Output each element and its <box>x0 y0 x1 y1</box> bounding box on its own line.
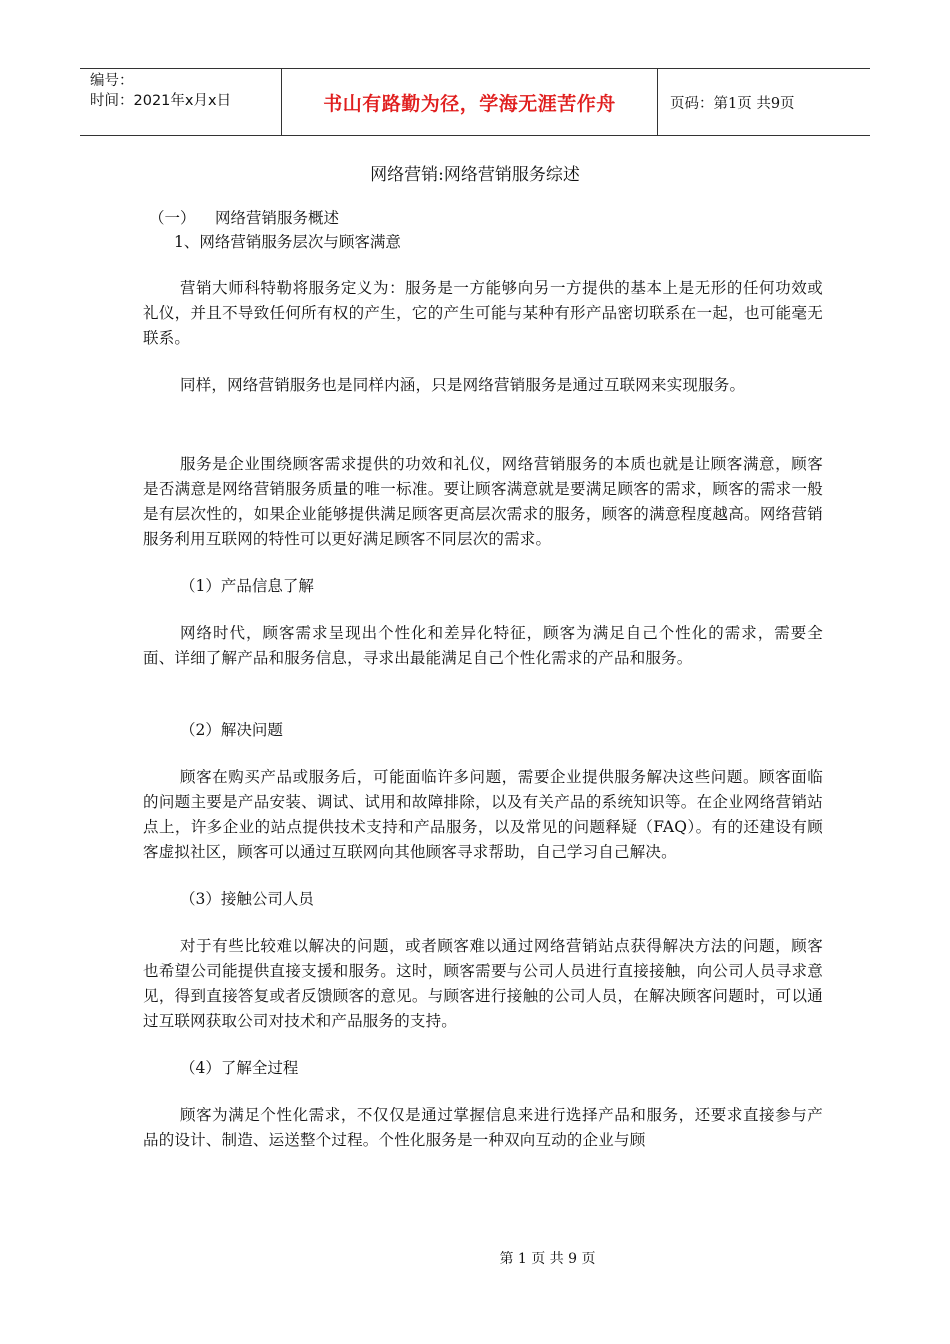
section-number: （一） <box>149 209 196 227</box>
document-header <box>80 68 870 136</box>
paragraph-online-service: 同样，网络营销服务也是同样内涵，只是网络营销服务是通过互联网来实现服务。 <box>180 376 746 394</box>
subsection-heading: 1、网络营销服务层次与顾客满意 <box>174 233 401 251</box>
header-meta-cell <box>80 69 282 135</box>
paragraph-contact-staff: 对于有些比较难以解决的问题，或者顾客难以通过网络营销站点获得解决方法的问题，顾客也希望公司能提供直接支援和服务。这时，顾客需要与公司人员进行直接接触，向公司人员寻求意见，得到直接答复或者反馈顾客的意见。与顾客进行接触的公司人员，在解决顾客问题时，可以通过互联网获取公司对技术和产品服务的支持。 <box>143 937 823 1030</box>
motto-cell <box>282 69 658 135</box>
number-label: 编号： <box>90 73 134 89</box>
subheading-contact-staff: （3）接触公司人员 <box>180 890 314 908</box>
paragraph-product-info: 网络时代，顾客需求呈现出个性化和差异化特征，顾客为满足自己个性化的需求，需要全面、详细了解产品和服务信息，寻求出最能满足自己个性化需求的产品和服务。 <box>143 624 823 667</box>
page-info-text: 页码：第1页 共9页 <box>670 95 795 112</box>
paragraph-whole-process: 顾客为满足个性化需求，不仅仅是通过掌握信息来进行选择产品和服务，还要求直接参与产品的设计、制造、运送整个过程。个性化服务是一种双向互动的企业与顾 <box>143 1106 823 1149</box>
document-title: 网络营销:网络营销服务综述 <box>370 165 580 185</box>
document-body <box>143 206 823 1153</box>
subheading-solve-problems: （2）解决问题 <box>180 721 283 739</box>
subheading-product-info: （1）产品信息了解 <box>180 577 314 595</box>
time-label: 时间：2021年x月x日 <box>90 93 232 109</box>
motto-text: 书山有路勤为径，学海无涯苦作舟 <box>323 92 616 115</box>
page-info-cell <box>658 69 870 135</box>
page-footer: 第 1 页 共 9 页 <box>499 1251 596 1267</box>
section-heading <box>143 206 823 230</box>
paragraph-solve-problems: 顾客在购买产品或服务后，可能面临许多问题，需要企业提供服务解决这些问题。顾客面临的问题主要是产品安装、调试、试用和故障排除，以及有关产品的系统知识等。在企业网络营销站点上，许多企业的站点提供技术支持和产品服务，以及常见的问题释疑（FAQ）。有的还建设有顾客虚拟社区，顾客可以通过互联网向其他顾客寻求帮助，自己学习自己解决。 <box>143 768 823 861</box>
paragraph-customer-satisfaction: 服务是企业围绕顾客需求提供的功效和礼仪，网络营销服务的本质也就是让顾客满意，顾客是否满意是网络营销服务质量的唯一标准。要让顾客满意就是要满足顾客的需求，顾客的需求一般是有层次性的，如果企业能够提供满足顾客更高层次需求的服务，顾客的满意程度越高。网络营销服务利用互联网的特性可以更好满足顾客不同层次的需求。 <box>143 455 823 548</box>
subheading-whole-process: （4）了解全过程 <box>180 1059 299 1077</box>
section-title: 网络营销服务概述 <box>215 209 340 227</box>
paragraph-definition: 营销大师科特勒将服务定义为：服务是一方能够向另一方提供的基本上是无形的任何功效或礼仪，并且不导致任何所有权的产生，它的产生可能与某种有形产品密切联系在一起，也可能毫无联系。 <box>143 279 823 347</box>
